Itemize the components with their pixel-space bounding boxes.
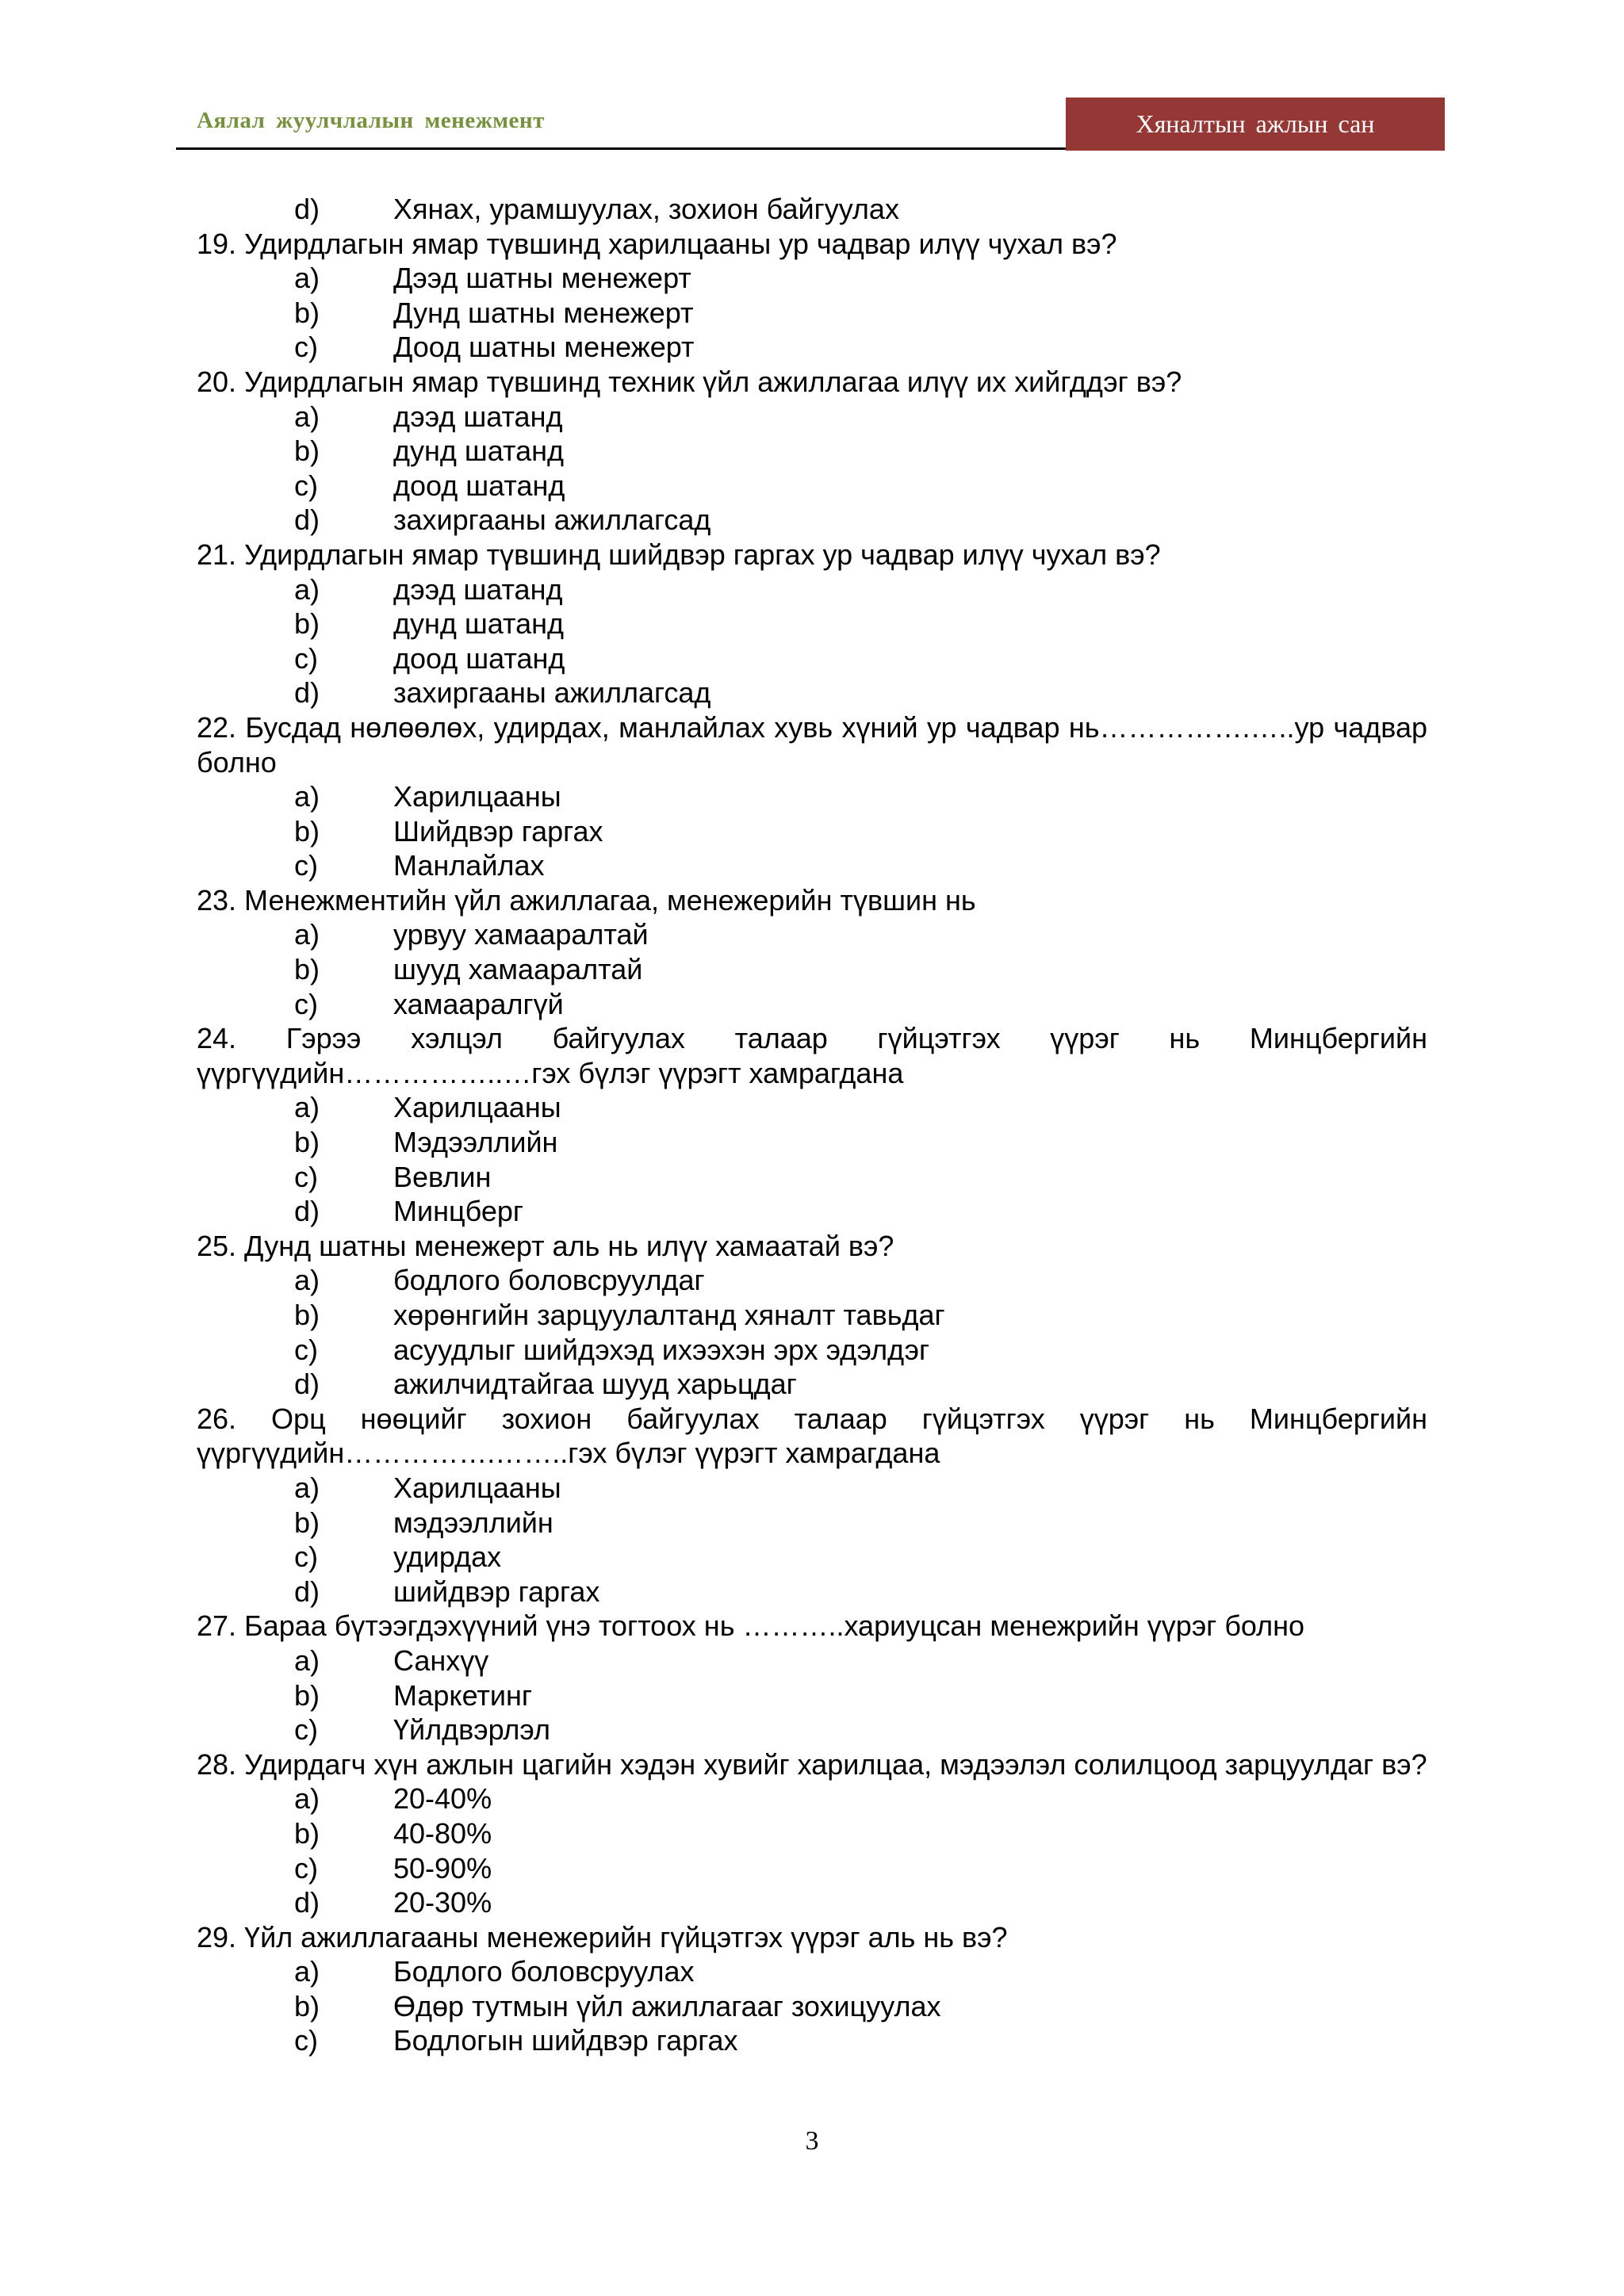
answer-option <box>197 1816 1427 1851</box>
option-letter: c) <box>294 987 318 1020</box>
answer-option <box>197 469 1427 503</box>
question-block <box>197 1021 1427 1229</box>
answer-option <box>197 1885 1427 1920</box>
option-text: захиргааны ажиллагсад <box>393 676 711 710</box>
answer-option <box>197 192 1427 227</box>
answer-option <box>197 675 1427 710</box>
option-text: Шийдвэр гаргах <box>393 814 603 848</box>
answer-option <box>197 261 1427 296</box>
option-letter: d) <box>294 1886 320 1919</box>
option-text: Санхүү <box>393 1644 489 1677</box>
option-text: дунд шатанд <box>393 434 564 468</box>
option-text: Харилцааны <box>393 1091 561 1124</box>
option-letter: d) <box>294 503 320 537</box>
option-text: Хянах, урамшуулах, зохион байгуулах <box>393 193 899 225</box>
answer-option <box>197 1678 1427 1713</box>
option-letter: a) <box>294 780 320 813</box>
option-letter: b) <box>294 1678 320 1712</box>
option-text: мэдээллийн <box>393 1506 553 1539</box>
question-text: 25. Дунд шатны менежерт аль нь илүү хамаатай вэ? <box>197 1229 894 1262</box>
question-text: 20. Удирдлагын ямар түвшинд техник үйл ажиллагаа илүү их хийгддэг вэ? <box>197 365 1182 398</box>
question-text: 26. Орц нөөцийг зохион байгуулах талаар гүйцэтгэх үүрэг нь Минцбергийн үүргүүдийн…………….……..гэх бүлэг үүрэгт хамрагдана <box>197 1402 1427 1470</box>
answer-option <box>197 779 1427 814</box>
option-text: Доод шатны менежерт <box>393 331 695 364</box>
option-letter: b) <box>294 1989 320 2022</box>
answer-option <box>197 641 1427 676</box>
option-text: дээд шатанд <box>393 572 563 606</box>
answer-option <box>197 572 1427 607</box>
option-letter: a) <box>294 1471 320 1504</box>
option-text: хамааралгүй <box>393 987 564 1020</box>
option-text: доод шатанд <box>393 641 565 675</box>
answer-option <box>197 1333 1427 1368</box>
option-letter: a) <box>294 1264 320 1297</box>
option-text: ажилчидтайгаа шууд харьцдаг <box>393 1368 797 1401</box>
answer-option <box>197 1367 1427 1402</box>
option-letter: b) <box>294 1126 320 1159</box>
option-letter: c) <box>294 641 318 675</box>
option-text: 20-40% <box>393 1782 492 1816</box>
question-block <box>197 538 1427 710</box>
option-text: дунд шатанд <box>393 607 564 641</box>
option-letter: a) <box>294 1091 320 1124</box>
answer-option <box>197 503 1427 538</box>
header-section-badge: Хяналтын ажлын сан <box>1066 98 1445 151</box>
option-letter: d) <box>294 1195 320 1228</box>
option-letter: b) <box>294 296 320 329</box>
option-letter: c) <box>294 1333 318 1366</box>
option-letter: c) <box>294 2024 318 2057</box>
option-letter: c) <box>294 1160 318 1193</box>
question-block <box>197 1747 1427 1920</box>
answer-option <box>197 1298 1427 1333</box>
question-text: 23. Менежментийн үйл ажиллагаа, менежерийн түвшин нь <box>197 883 976 916</box>
question-block <box>197 227 1427 365</box>
question-text: 24. Гэрээ хэлцэл байгуулах талаар гүйцэтгэх үүрэг нь Минцбергийн үүргүүдийн……………..…гэх бүлэг үүрэгт хамрагдана <box>197 1022 1427 1089</box>
answer-option <box>197 848 1427 883</box>
option-letter: a) <box>294 262 320 295</box>
answer-option <box>197 1712 1427 1747</box>
answer-option <box>197 1160 1427 1195</box>
answer-option <box>197 1851 1427 1886</box>
answer-option <box>197 1263 1427 1298</box>
answer-option <box>197 1471 1427 1506</box>
answer-option <box>197 1575 1427 1609</box>
option-letter: b) <box>294 607 320 641</box>
option-letter: a) <box>294 572 320 606</box>
option-letter: c) <box>294 849 318 882</box>
option-letter: a) <box>294 918 320 951</box>
option-text: Маркетинг <box>393 1678 533 1712</box>
option-letter: b) <box>294 1299 320 1331</box>
option-text: 40-80% <box>393 1816 492 1850</box>
question-text: 22. Бусдад нөлөөлөх, удирдах, манлайлах хувь хүний ур чадвар нь…………….…..ур чадвар болно <box>197 710 1427 779</box>
option-letter: c) <box>294 1851 318 1885</box>
option-text: шийдвэр гаргах <box>393 1575 600 1608</box>
option-text: Минцберг <box>393 1195 523 1228</box>
answer-option <box>197 1644 1427 1678</box>
question-list <box>197 192 1427 2058</box>
page-number: 3 <box>805 2126 819 2156</box>
option-text: асуудлыг шийдэхэд ихээхэн эрх эдэлдэг <box>393 1333 930 1366</box>
answer-option <box>197 1194 1427 1229</box>
question-text: 19. Удирдлагын ямар түвшинд харилцааны ур чадвар илүү чухал вэ? <box>197 227 1117 260</box>
option-text: бодлого боловсруулдаг <box>393 1264 705 1297</box>
option-letter: b) <box>294 814 320 848</box>
option-text: Манлайлах <box>393 849 545 882</box>
option-text: Бодлого боловсруулах <box>393 1955 695 1988</box>
question-text: 28. Удирдагч хүн ажлын цагийн хэдэн хувийг харилцаа, мэдээлэл солилцоод зарцуулдаг вэ? <box>197 1747 1427 1781</box>
answer-option <box>197 607 1427 641</box>
answer-option <box>197 330 1427 365</box>
question-block <box>197 1609 1427 1747</box>
option-text: дээд шатанд <box>393 400 563 433</box>
answer-option <box>197 296 1427 331</box>
option-letter: b) <box>294 434 320 468</box>
option-text: Дээд шатны менежерт <box>393 262 691 295</box>
option-text: Үйлдвэрлэл <box>393 1713 551 1747</box>
option-letter: d) <box>294 676 320 710</box>
option-text: Харилцааны <box>393 780 561 813</box>
answer-option <box>197 814 1427 849</box>
questions-container <box>197 227 1427 2058</box>
option-letter: d) <box>294 193 320 225</box>
option-text: захиргааны ажиллагсад <box>393 503 711 537</box>
question-text: 21. Удирдлагын ямар түвшинд шийдвэр гаргах ур чадвар илүү чухал вэ? <box>197 538 1161 571</box>
option-text: удирдах <box>393 1540 502 1574</box>
option-text: урвуу хамааралтай <box>393 918 649 951</box>
header-divider <box>176 147 1066 150</box>
option-text: Дунд шатны менежерт <box>393 296 694 329</box>
option-letter: a) <box>294 1782 320 1816</box>
option-text: хөрөнгийн зарцуулалтанд хяналт тавьдаг <box>393 1299 945 1331</box>
option-letter: c) <box>294 1713 318 1747</box>
answer-option <box>197 2023 1427 2058</box>
option-letter: b) <box>294 1506 320 1539</box>
option-letter: c) <box>294 331 318 364</box>
option-text: Вевлин <box>393 1160 492 1193</box>
answer-option <box>197 434 1427 469</box>
question-block <box>197 883 1427 1021</box>
answer-option <box>197 400 1427 434</box>
answer-option <box>197 1125 1427 1160</box>
answer-option <box>197 1540 1427 1575</box>
option-text: Мэдээллийн <box>393 1126 558 1159</box>
answer-option <box>197 1506 1427 1540</box>
question-block <box>197 1229 1427 1402</box>
option-letter: d) <box>294 1575 320 1608</box>
option-letter: d) <box>294 1368 320 1401</box>
option-letter: c) <box>294 469 318 502</box>
question-block <box>197 365 1427 538</box>
answer-option <box>197 1090 1427 1125</box>
option-text: доод шатанд <box>393 469 565 502</box>
answer-option <box>197 1954 1427 1989</box>
option-text: 50-90% <box>393 1851 492 1885</box>
option-text: Бодлогын шийдвэр гаргах <box>393 2024 738 2057</box>
option-letter: a) <box>294 1955 320 1988</box>
option-letter: a) <box>294 400 320 433</box>
question-block <box>197 1920 1427 2058</box>
question-text: 29. Үйл ажиллагааны менежерийн гүйцэтгэх үүрэг аль нь вэ? <box>197 1920 1008 1954</box>
header-document-title: Аялал жуулчлалын менежмент <box>197 108 545 133</box>
answer-option <box>197 987 1427 1022</box>
answer-option <box>197 952 1427 987</box>
answer-option <box>197 1781 1427 1816</box>
answer-option <box>197 917 1427 952</box>
question-text: 27. Бараа бүтээгдэхүүний үнэ тогтоох нь ………..хариуцсан менежрийн үүрэг болно <box>197 1609 1305 1643</box>
option-text: Харилцааны <box>393 1471 561 1504</box>
question-block <box>197 710 1427 883</box>
option-letter: b) <box>294 1816 320 1850</box>
option-text: Өдөр тутмын үйл ажиллагааг зохицуулах <box>393 1989 941 2022</box>
option-letter: a) <box>294 1644 320 1677</box>
answer-option <box>197 1989 1427 2024</box>
question-block <box>197 1402 1427 1609</box>
option-text: шууд хамааралтай <box>393 953 643 986</box>
option-text: 20-30% <box>393 1886 492 1919</box>
option-letter: b) <box>294 953 320 986</box>
option-letter: c) <box>294 1540 318 1574</box>
